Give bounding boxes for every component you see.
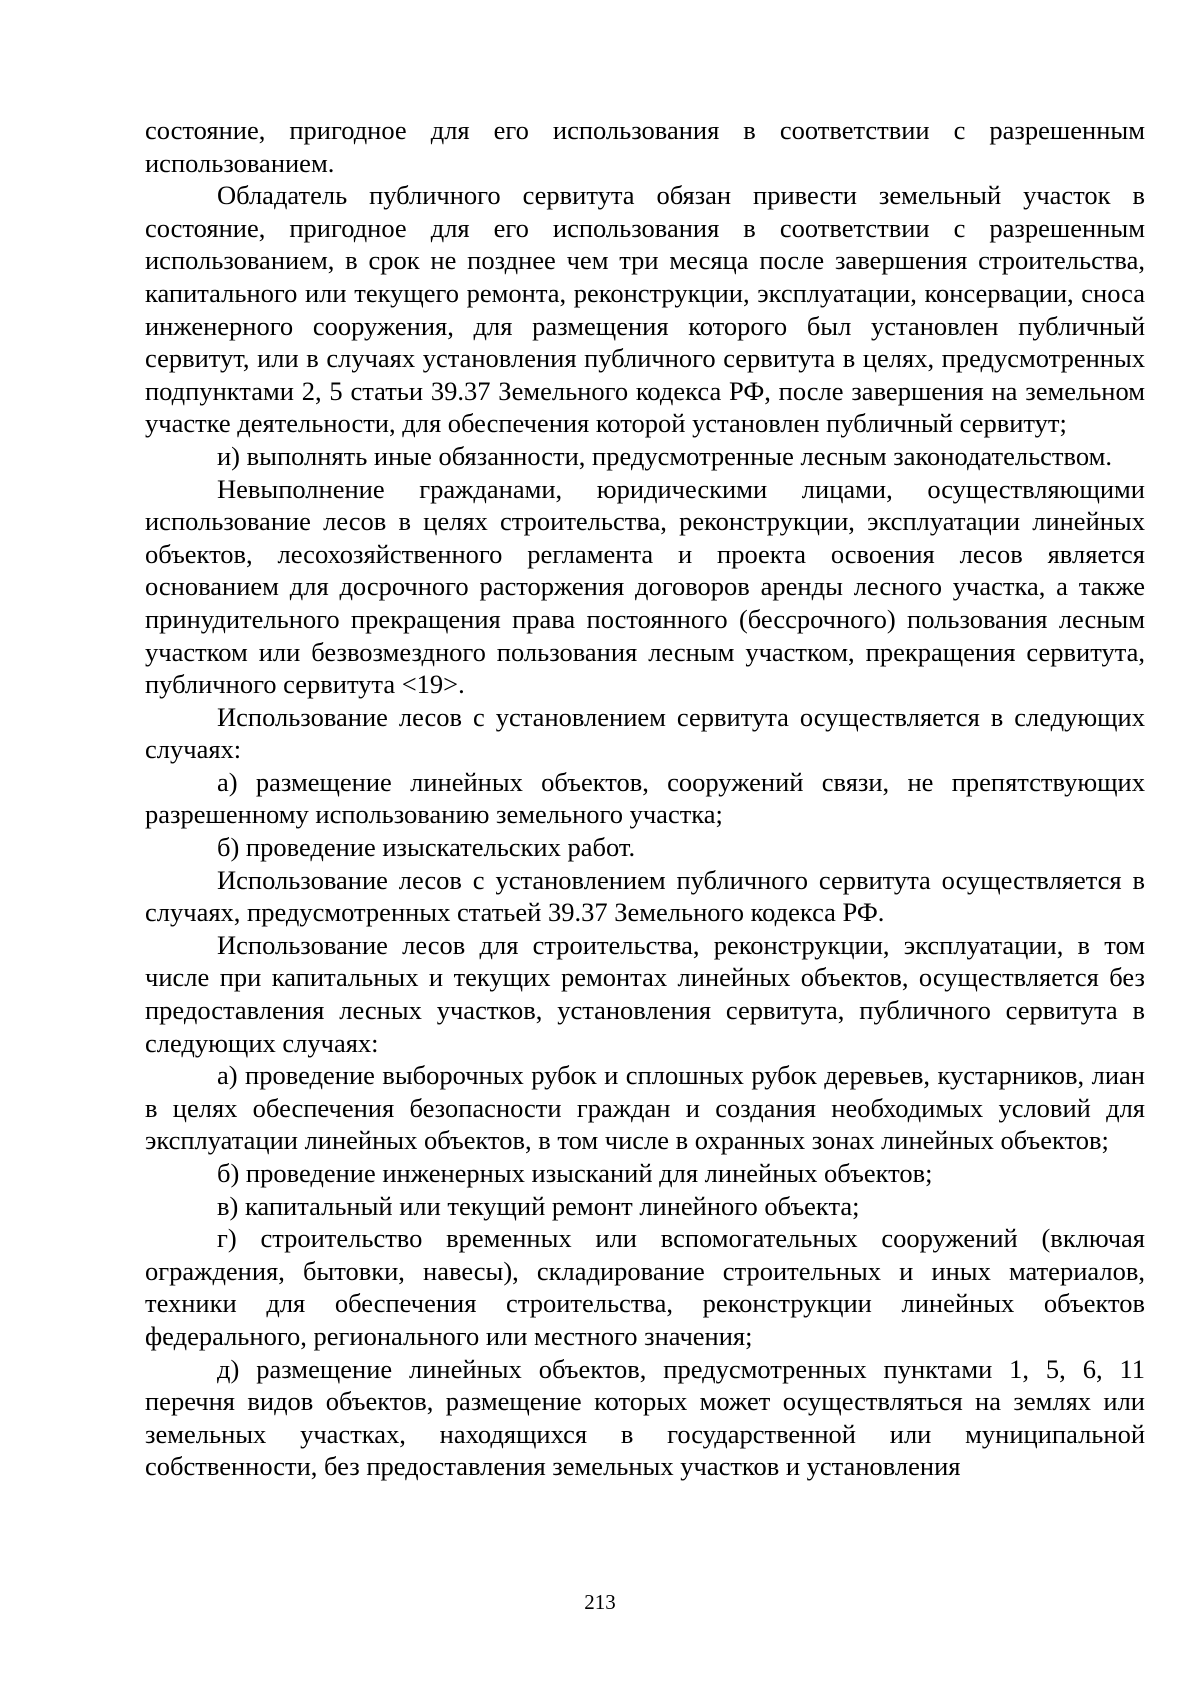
- paragraph-servitude-item-a: а) размещение линейных объектов, сооружений связи, не препятствующих разрешенному использованию земельного участка;: [145, 766, 1145, 830]
- paragraph-case-v: в) капитальный или текущий ремонт линейного объекта;: [217, 1190, 860, 1221]
- paragraph-non-compliance: Невыполнение гражданами, юридическими лицами, осуществляющими использование лесов в целях строительства, реконструкции, эксплуатации линейных объектов, лесохозяйственного регламента и проекта освоения лесов является основанием для досрочного расторжения договоров аренды лесного участка, а также принудительного прекращения права постоянного (бессрочного) пользования лесным участком или безвозмездного пользования лесным участком, прекращения сервитута, публичного сервитута <19>.: [145, 473, 1145, 700]
- paragraph-case-b: б) проведение инженерных изысканий для линейных объектов;: [217, 1158, 933, 1188]
- paragraph-item-i: и) выполнять иные обязанности, предусмотренные лесным законодательством.: [217, 440, 1112, 471]
- paragraph-case-g: г) строительство временных или вспомогательных сооружений (включая ограждения, бытовки, навесы), складирование строительных и иных материалов, техники для обеспечения строительства, реконструкции линейных объектов федерального, регионального или местного значения;: [145, 1223, 1145, 1351]
- paragraph-servitude-cases: Использование лесов с установлением сервитута осуществляется в следующих случаях:: [145, 701, 1145, 765]
- paragraph-case-a: а) проведение выборочных рубок и сплошных рубок деревьев, кустарников, лиан в целях обеспечения безопасности граждан и создания необходимых условий для эксплуатации линейных объектов, в том числе в охранных зонах линейных объектов;: [145, 1060, 1145, 1156]
- page-number: 213: [584, 1590, 616, 1614]
- paragraph-servitude-item-b: б) проведение изыскательских работ.: [217, 832, 636, 863]
- paragraph-public-servitude: Использование лесов с установлением публичного сервитута осуществляется в случаях, предусмотренных статьей 39.37 Земельного кодекса РФ.: [145, 864, 1145, 928]
- document-page: [145, 114, 1145, 1483]
- paragraph-without-provision: Использование лесов для строительства, реконструкции, эксплуатации, в том числе при капитальных и текущих ремонтах линейных объектов, осуществляется без предоставления лесных участков, установления сервитута, публичного сервитута в следующих случаях:: [145, 929, 1145, 1058]
- paragraph-case-d: д) размещение линейных объектов, предусмотренных пунктами 1, 5, 6, 11 перечня видов объектов, размещение которых может осуществляться на землях или земельных участках, находящихся в государственной или муниципальной собственности, без предоставления земельных участков и установления: [145, 1353, 1145, 1482]
- paragraph-servitude-obligation: Обладатель публичного сервитута обязан привести земельный участок в состояние, пригодное для его использования в соответствии с разрешенным использованием, в срок не позднее чем три месяца после завершения строительства, капитального или текущего ремонта, реконструкции, эксплуатации, консервации, сноса инженерного сооружения, для размещения которого был установлен публичный сервитут, или в случаях установления публичного сервитута в целях, предусмотренных подпунктами 2, 5 статьи 39.37 Земельного кодекса РФ, после завершения на земельном участке деятельности, для обеспечения которой установлен публичный сервитут;: [145, 180, 1145, 439]
- paragraph-continuation: состояние, пригодное для его использования в соответствии с разрешенным использованием.: [145, 115, 1145, 178]
